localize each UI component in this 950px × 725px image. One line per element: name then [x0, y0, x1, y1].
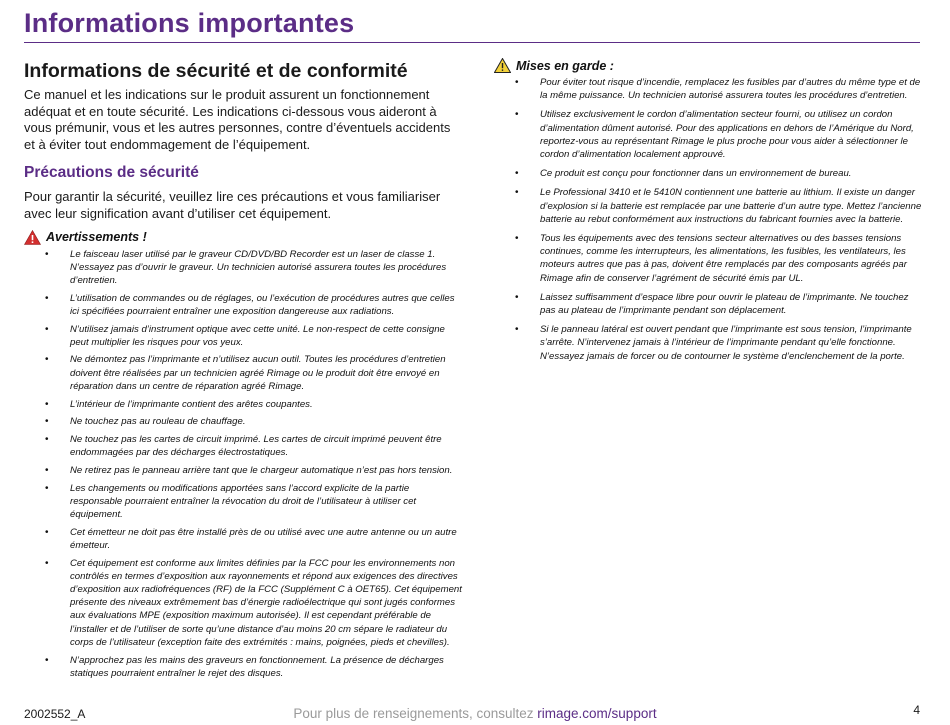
document-number: 2002552_A: [24, 707, 86, 721]
warning-item: • Cet émetteur ne doit pas être installé près de ou utilisé avec une autre antenne ou un autre émetteur.: [45, 526, 464, 552]
warning-item: • Ne démontez pas l’imprimante et n’utilisez aucun outil. Toutes les procédures d’entretien doivent être réalisées par un technicien agréé Rimage ou le produit doit être envoyé en réparation dans un centre de réparation agréé Rimage.: [45, 353, 464, 393]
page-header-title: Informations importantes: [24, 8, 355, 38]
footer-label: Pour plus de renseignements, consultez: [293, 706, 538, 721]
warning-item: • Les changements ou modifications apportées sans l’accord explicite de la partie responsable pourraient entraîner la révocation du droit de l’utilisateur à utiliser cet équipement.: [45, 482, 464, 522]
intro-paragraph: Ce manuel et les indications sur le produit assurent un fonctionnement adéquat et en toute sécurité. Les indications ci-dessous vous aideront à vous prémunir, vous et les autres personnes, contre d’éventuels accidents et à éviter tout endommagement de l’équipement.: [24, 87, 451, 152]
warnings-header: [24, 230, 464, 245]
caution-item: • Pour éviter tout risque d’incendie, remplacez les fusibles par d’autres du même type et de la même puissance. Un technicien autorisé assurera toutes les procédures d’entretien.: [515, 76, 926, 102]
caution-item: • Tous les équipements avec des tensions secteur alternatives ou des basses tensions continues, comme les interrupteurs, les alimentations, les fusibles, les ventilateurs, les moteurs autres que pas à pas, doivent être remplacés par des composants agréés par Rimage afin de conserver l’agrément de sécurité émis par UL.: [515, 232, 926, 285]
support-link[interactable]: rimage.com/support: [537, 706, 657, 721]
cautions-header: [494, 58, 926, 73]
left-column: [24, 58, 464, 684]
caution-triangle-icon: [494, 58, 511, 73]
safety-precautions-title: Précautions de sécurité: [24, 164, 199, 182]
page-number: 4: [913, 703, 920, 717]
footer-support-text: [0, 706, 950, 721]
warnings-list: [24, 248, 464, 680]
warning-item: • Ne touchez pas au rouleau de chauffage.: [45, 415, 464, 428]
cautions-label: Mises en garde :: [516, 58, 614, 73]
header-divider: [24, 42, 920, 43]
warnings-block: [24, 230, 464, 680]
warning-item: • N’approchez pas les mains des graveurs en fonctionnement. La présence de décharges statiques pourraient entraîner le rejet des disques.: [45, 654, 464, 680]
caution-item: • Ce produit est conçu pour fonctionner dans un environnement de bureau.: [515, 167, 926, 180]
warning-item: • Le faisceau laser utilisé par le graveur CD/DVD/BD Recorder est un laser de classe 1. N’essayez pas d’ouvrir le graveur. Un technicien autorisé assurera toutes les procédures d’entretien.: [45, 248, 464, 288]
warnings-label: Avertissements !: [46, 230, 147, 245]
right-column: [494, 58, 926, 369]
caution-item: • Si le panneau latéral est ouvert pendant que l’imprimante est sous tension, l’imprimante s’arrête. N’intervenez jamais à l’intérieur de l’imprimante pendant qu’elle fonctionne. N’essayez jamais de forcer ou de contourner le système d’enclenchement de la porte.: [515, 323, 926, 363]
warning-item: • L’intérieur de l’imprimante contient des arêtes coupantes.: [45, 398, 464, 411]
precautions-paragraph: Pour garantir la sécurité, veuillez lire ces précautions et vous familiariser avec leur signification avant d’utiliser cet équipement.: [24, 189, 441, 221]
danger-warning-icon: [24, 230, 41, 245]
warning-item: • L’utilisation de commandes ou de réglages, ou l’exécution de procédures autres que celles ici spécifiées pourraient entraîner une exposition dangereuse aux radiations.: [45, 292, 464, 318]
section-title: Informations de sécurité et de conformité: [24, 60, 408, 82]
warning-item: • Ne retirez pas le panneau arrière tant que le chargeur automatique n’est pas hors tension.: [45, 464, 464, 477]
caution-item: • Le Professional 3410 et le 5410N contiennent une batterie au lithium. Il existe un danger d’explosion si la batterie est remplacée par une batterie d’un autre type. Mettez l’ancienne batterie au rebut conformément aux instructions du fabricant fournies avec la batterie.: [515, 186, 926, 226]
caution-item: • Laissez suffisamment d’espace libre pour ouvrir le plateau de l’imprimante. Ne touchez pas au plateau de l’imprimante pendant son déplacement.: [515, 291, 926, 317]
cautions-list: [494, 76, 926, 363]
warning-item: • Cet équipement est conforme aux limites définies par la FCC pour les environnements non contrôlés en termes d’exposition aux rayonnements et répond aux exigences des directives d’exposition aux radiofréquences (RF) de la FCC (Supplément C à OET65). Cet équipement présente des niveaux extrêmement bas d’énergie radioélectrique qui sont jugés conformes aux évaluations MPE (exposition maximum autorisée). Il est cependant préférable de l’installer et de l’utiliser de sorte qu’une distance d’au moins 20 cm sépare le radiateur du corps de l’utilisateur (exception faite des extrémités : mains, poignées, pieds et chevilles).: [45, 557, 464, 649]
warning-item: • N’utilisez jamais d’instrument optique avec cette unité. Le non-respect de cette consigne peut multiplier les risques pour vos yeux.: [45, 323, 464, 349]
warning-item: • Ne touchez pas les cartes de circuit imprimé. Les cartes de circuit imprimé peuvent être endommagées par des décharges électrostatiques.: [45, 433, 464, 459]
caution-item: • Utilisez exclusivement le cordon d’alimentation secteur fourni, ou utilisez un cordon d’alimentation dûment autorisé. Pour des applications en dehors de l’Amérique du Nord, reportez-vous au représentant Rimage le plus proche pour vous aider à sélectionner le cordon d’alimentation localement approuvé.: [515, 108, 926, 161]
